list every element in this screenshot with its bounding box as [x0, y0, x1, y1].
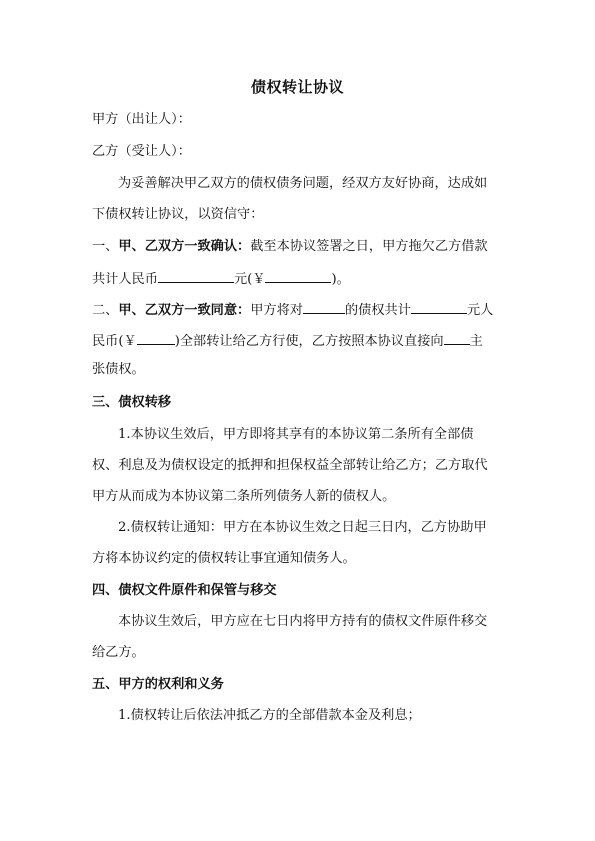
claim-figure-blank — [137, 330, 175, 345]
claim-target-blank — [444, 330, 470, 345]
claim-amount-blank — [411, 299, 467, 314]
debtor-blank — [303, 299, 345, 314]
clause-1-close: )。 — [331, 272, 350, 287]
intro-line-1: 为妥善解决甲乙双方的债权债务问题，经双方友好协商，达成如 — [118, 176, 488, 191]
party-a-line: 甲方（出让人）： — [92, 112, 191, 127]
intro-line-2: 下债权转让协议，以资信守： — [92, 207, 264, 222]
clause-1-heading: 甲、乙双方一致确认： — [118, 239, 251, 254]
section-3-para-1-line-3: 甲方从而成为本协议第二条所列债务人新的债权人。 — [92, 489, 396, 504]
clause-1-line-1 — [92, 237, 512, 257]
clause-2-text-a: 甲方将对 — [250, 303, 303, 318]
section-4-line-2: 给乙方。 — [92, 645, 145, 660]
amount-blank — [158, 268, 234, 283]
section-5-line-1: 1.债权转让后依法冲抵乙方的全部借款本金及利息； — [118, 708, 421, 723]
section-3-para-2-line-2: 方将本协议约定的债权转让事宜通知债务人。 — [92, 551, 356, 566]
clause-1-number: 一、 — [92, 239, 119, 254]
section-4-heading: 四、债权文件原件和保管与移交 — [92, 583, 277, 598]
party-b-line: 乙方（受让人）： — [92, 144, 191, 159]
clause-2-line-1 — [92, 299, 512, 321]
amount-figure-blank — [265, 268, 331, 283]
clause-2-line-2 — [92, 330, 512, 352]
clause-2-line-3: 张债权。 — [92, 362, 145, 377]
section-3-para-2-line-1: 2.债权转让通知：甲方在本协议生效之日起三日内，乙方协助甲 — [118, 520, 487, 535]
section-3-para-1-line-1: 1.本协议生效后，甲方即将其享有的本协议第二条所有全部债 — [118, 427, 474, 442]
clause-2-heading: 甲、乙双方一致同意： — [118, 303, 251, 318]
clause-2-text-b: 的债权共计 — [345, 303, 411, 318]
clause-1-currency-label: 共计人民币 — [92, 272, 158, 287]
clause-2-text-d: )全部转让给乙方行使，乙方按照本协议直接向 — [174, 334, 444, 349]
clause-2-rmb-label: 民币(￥ — [92, 334, 137, 349]
section-5-heading: 五、甲方的权利和义务 — [92, 677, 224, 692]
section-4-line-1: 本协议生效后，甲方应在七日内将甲方持有的债权文件原件移交 — [118, 614, 488, 629]
clause-1-yuan-label: 元(￥ — [233, 272, 266, 287]
section-3-para-1-line-2: 权、利息及为债权设定的抵押和担保权益全部转让给乙方；乙方取代 — [92, 458, 488, 473]
clause-2-text-c: 元人 — [466, 303, 494, 318]
section-3-heading: 三、债权转移 — [92, 395, 172, 410]
clause-1-text: 截至本协议签署之日，甲方拖欠乙方借款 — [250, 239, 488, 254]
clause-1-line-2 — [92, 268, 512, 290]
clause-2-number: 二、 — [92, 303, 119, 318]
clause-2-text-e: 主 — [469, 334, 483, 349]
document-title: 债权转让协议 — [250, 78, 344, 96]
